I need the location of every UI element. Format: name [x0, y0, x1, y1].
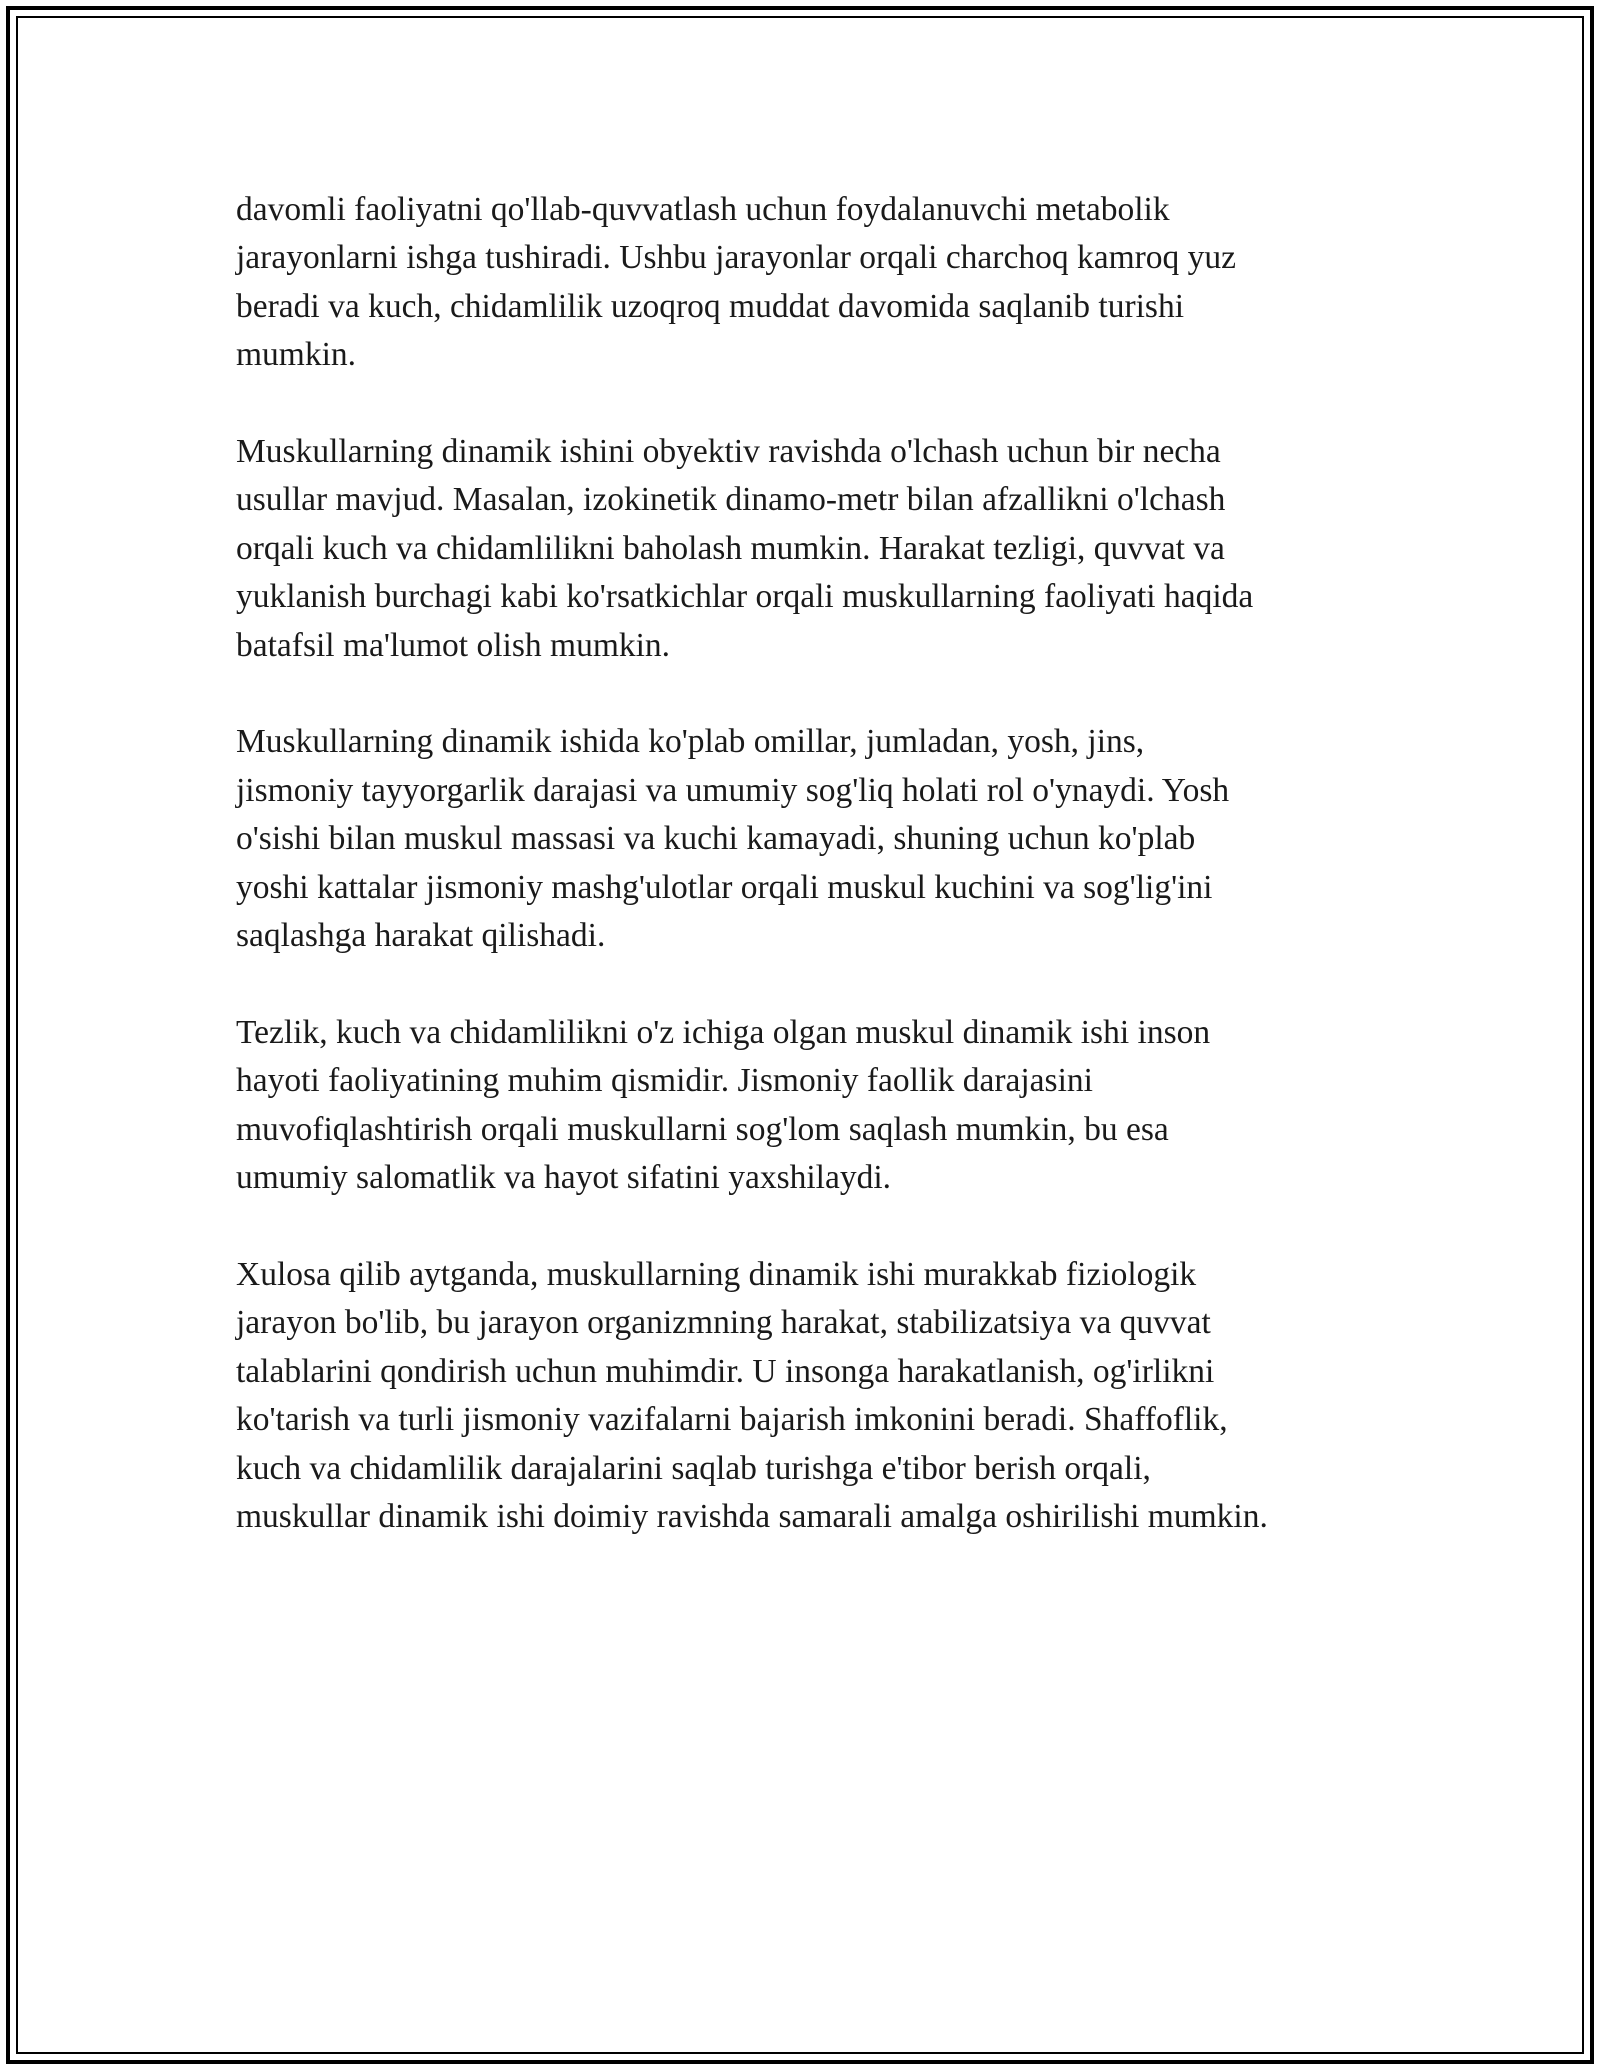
- paragraph-4: Tezlik, kuch va chidamlilikni o'z ichiga olgan muskul dinamik ishi inson hayoti faoliyatining muhim qismidir. Jismoniy faollik darajasini muvofiqlashtirish orqali muskullarni sog'lom saqlash mumkin, bu esa umumiy salomatlik va hayot sifatini yaxshilaydi.: [236, 1013, 1211, 1197]
- paragraph-2: Muskullarning dinamik ishini obyektiv ravishda o'lchash uchun bir necha usullar mavjud. Masalan, izokinetik dinamo-metr bilan afzallikni o'lchash orqali kuch va chidamlilikni baholash mumkin. Harakat tezligi, quvvat va yuklanish burchagi kabi ko'rsatkichlar orqali muskullarning faoliyati haqida batafsil ma'lumot olish mumkin.: [236, 433, 1254, 664]
- paragraph-3: Muskullarning dinamik ishida ko'plab omillar, jumladan, yosh, jins, jismoniy tayyorgarlik darajasi va umumiy sog'liq holati rol o'ynaydi. Yosh o'sishi bilan muskul massasi va kuchi kamayadi, shuning uchun ko'plab yoshi kattalar jismoniy mashg'ulotlar orqali muskul kuchini va sog'lig'ini saqlashga harakat qilishadi.: [236, 723, 1230, 955]
- paragraph-1: davomli faoliyatni qo'llab-quvvatlash uchun foydalanuvchi metabolik jarayonlarni ishga tushiradi. Ushbu jarayonlar orqali charchoq kamroq yuz beradi va kuch, chidamlilik uzoqroq muddat davomida saqlanib turishi mumkin.: [236, 191, 1237, 374]
- paragraph-5: Xulosa qilib aytganda, muskullarning dinamik ishi murakkab fiziologik jarayon bo'lib, bu jarayon organizmning harakat, stabilizatsiya va quvvat talablarini qondirish uchun muhimdir. U insonga harakatlanish, og'irlikni ko'tarish va turli jismoniy vazifalarni bajarish imkonini beradi. Shaffoflik, kuch va chidamlilik darajalarini saqlab turishga e'tibor berish orqali, muskullar dinamik ishi doimiy ravishda samarali amalga oshirilishi mumkin.: [236, 1255, 1268, 1535]
- document-body: [236, 186, 1396, 1541]
